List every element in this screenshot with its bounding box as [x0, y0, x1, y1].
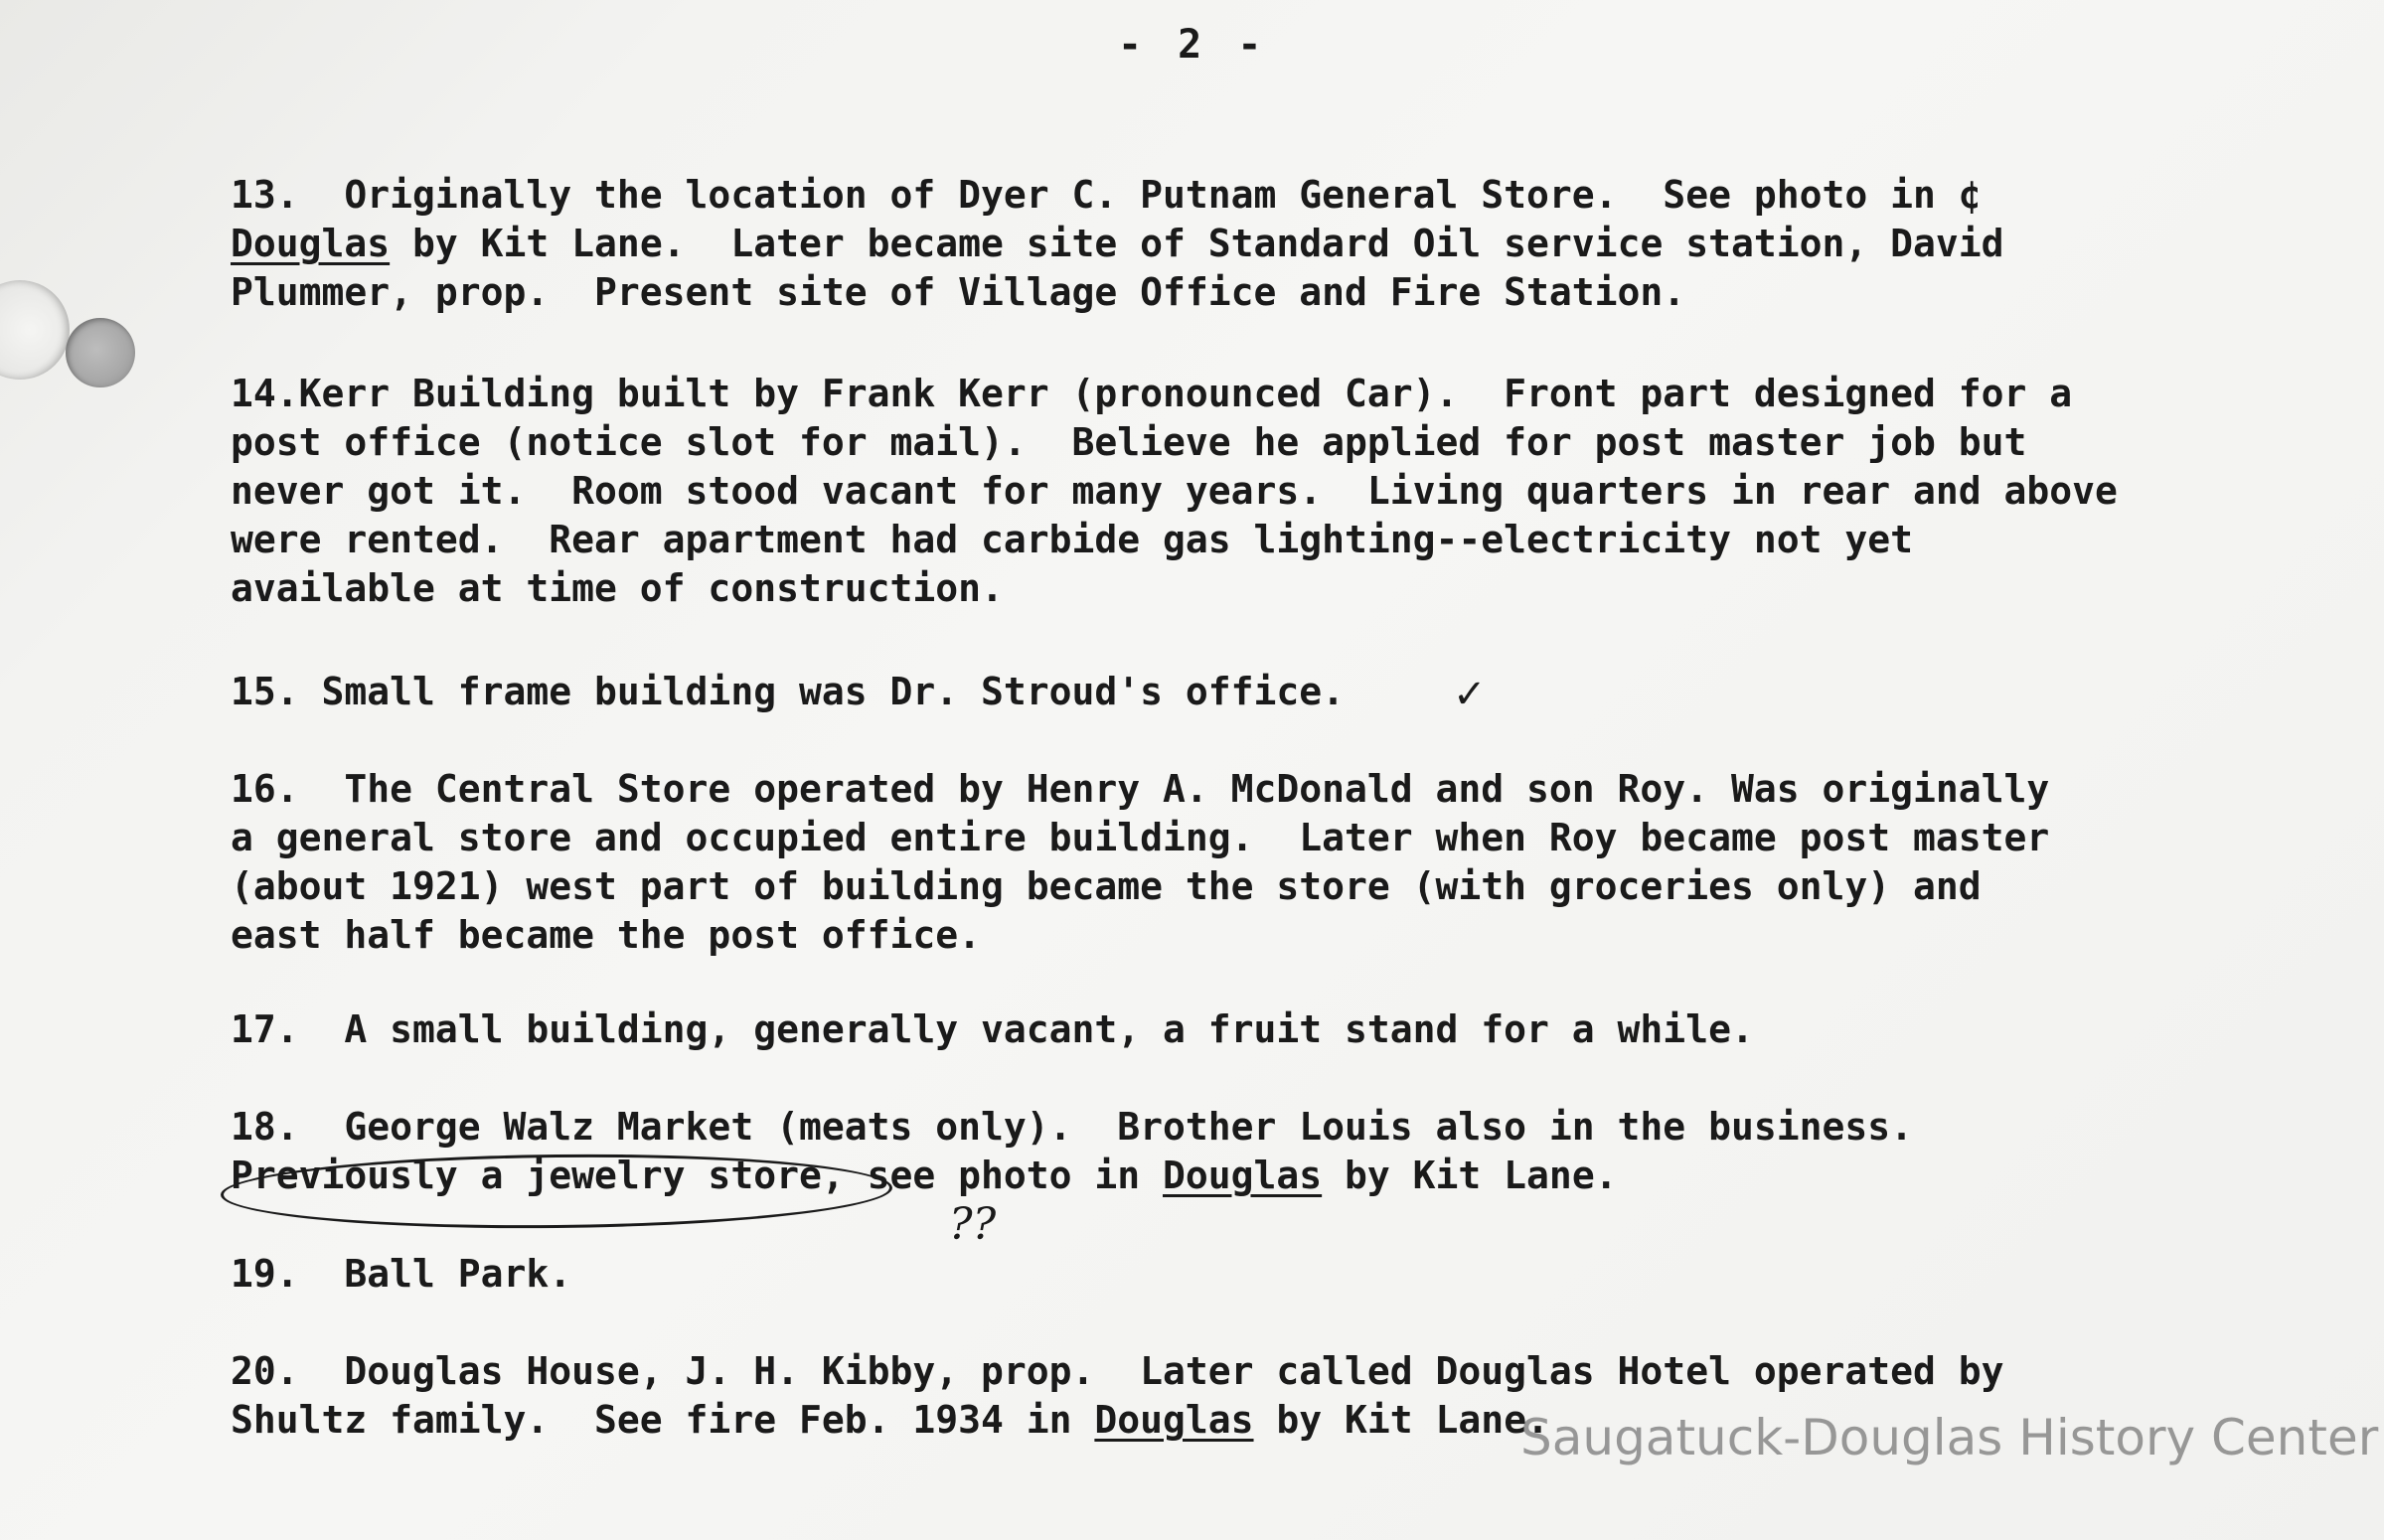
text-segment: east half became the post office. [231, 913, 981, 957]
text-segment: never got it. Room stood vacant for many years. Living quarters in rear and above [231, 469, 2118, 513]
text-segment: 15. Small frame building was Dr. Stroud's office. [231, 670, 1346, 713]
handwritten-question-marks: ?? [949, 1199, 997, 1250]
text-segment: by Kit Lane. [1253, 1398, 1549, 1442]
underlined-title: Douglas [1094, 1398, 1254, 1442]
entry-15 [231, 668, 2337, 716]
text-segment: by Kit Lane. Later became site of Standard Oil service station, David [390, 222, 2004, 265]
page-number: - 2 - [1118, 22, 1268, 68]
entry-16 [231, 765, 2337, 960]
entry-13 [231, 171, 2337, 317]
entry-line [231, 1103, 2337, 1152]
entry-line [231, 467, 2337, 516]
punch-hole [66, 318, 135, 387]
entry-line [231, 171, 2337, 220]
entry-line [231, 862, 2337, 911]
entry-line [231, 516, 2337, 564]
entry-line [231, 370, 2337, 418]
text-segment: Previously a jewelry store, see photo in [231, 1154, 1163, 1197]
entry-line [231, 268, 2337, 317]
entry-line [231, 1250, 2337, 1299]
entry-line [231, 765, 2337, 814]
text-segment: were rented. Rear apartment had carbide gas lighting--electricity not yet [231, 518, 1913, 561]
text-segment: 17. A small building, generally vacant, a fruit stand for a while. [231, 1007, 1754, 1051]
text-segment: Shultz family. See fire Feb. 1934 in [231, 1398, 1095, 1442]
entry-line [231, 564, 2337, 613]
text-segment: a general store and occupied entire building. Later when Roy became post master [231, 816, 2050, 859]
underlined-title: Douglas [231, 222, 391, 265]
text-segment: by Kit Lane. [1322, 1154, 1618, 1197]
entry-line [231, 1005, 2337, 1054]
entry-19 [231, 1250, 2337, 1299]
punch-hole-edge [0, 280, 70, 380]
entry-line [231, 220, 2337, 268]
text-segment: 19. Ball Park. [231, 1252, 572, 1296]
underlined-title: Douglas [1163, 1154, 1323, 1197]
entry-14 [231, 370, 2337, 613]
text-segment: 20. Douglas House, J. H. Kibby, prop. Later called Douglas Hotel operated by [231, 1349, 2004, 1393]
text-segment: 18. George Walz Market (meats only). Brother Louis also in the business. [231, 1105, 1913, 1149]
text-segment: 16. The Central Store operated by Henry A. McDonald and son Roy. Was originally [231, 767, 2050, 811]
text-segment: post office (notice slot for mail). Believe he applied for post master job but [231, 420, 2027, 464]
entry-line [231, 1347, 2337, 1396]
watermark: Saugatuck-Douglas History Center [1520, 1409, 2379, 1466]
text-segment: Plummer, prop. Present site of Village Office and Fire Station. [231, 270, 1686, 314]
entry-line [231, 911, 2337, 960]
text-segment: 13. Originally the location of Dyer C. Putnam General Store. See photo in ¢ [231, 173, 1982, 217]
entry-line [231, 418, 2337, 467]
entry-line [231, 814, 2337, 862]
entry-17 [231, 1005, 2337, 1054]
text-segment: (about 1921) west part of building became the store (with groceries only) and [231, 864, 1982, 908]
text-segment: available at time of construction. [231, 566, 1004, 610]
entry-line [231, 668, 2337, 716]
text-segment: 14.Kerr Building built by Frank Kerr (pronounced Car). Front part designed for a [231, 372, 2073, 415]
checkmark-icon: ✓ [1453, 672, 1487, 717]
